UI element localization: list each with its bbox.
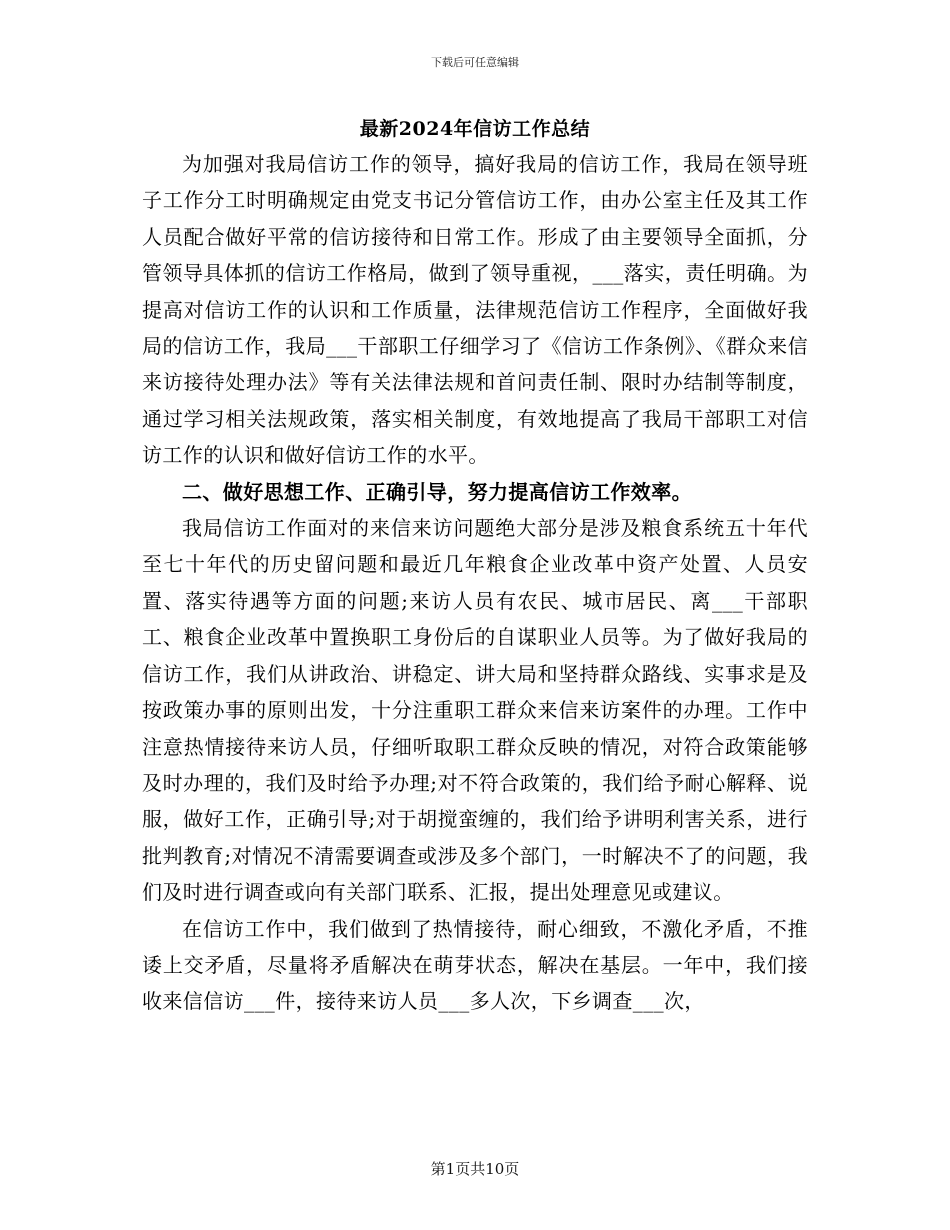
document-title: 最新2024年信访工作总结 (359, 118, 591, 140)
document-body (142, 146, 808, 1020)
paragraph-petition-results: 在信访工作中，我们做到了热情接待，耐心细致，不激化矛盾，不推诿上交矛盾，尽量将矛盾解决在萌芽状态，解决在基层。一年中，我们接收来信信访___件，接待来访人员___多人次，下乡调查___次， (142, 916, 808, 1014)
section-heading-2: 二、做好思想工作、正确引导，努力提高信访工作效率。 (182, 479, 692, 504)
paragraph-intro: 为加强对我局信访工作的领导，搞好我局的信访工作，我局在领导班子工作分工时明确规定由党支书记分管信访工作，由办公室主任及其工作人员配合做好平常的信访接待和日常工作。形成了由主要领导全面抓，分管领导具体抓的信访工作格局，做到了领导重视，___落实，责任明确。为提高对信访工作的认识和工作质量，法律规范信访工作程序，全面做好我局的信访工作，我局___干部职工仔细学习了《信访工作条例》、《群众来信来访接待处理办法》等有关法律法规和首问责任制、限时办结制等制度，通过学习相关法规政策，落实相关制度，有效地提高了我局干部职工对信访工作的认识和做好信访工作的水平。 (142, 152, 808, 468)
paragraph-petition-issues: 我局信访工作面对的来信来访问题绝大部分是涉及粮食系统五十年代至七十年代的历史留问题和最近几年粮食企业改革中资产处置、人员安置、落实待遇等方面的问题;来访人员有农民、城市居民、离___干部职工、粮食企业改革中置换职工身份后的自谋职业人员等。为了做好我局的信访工作，我们从讲政治、讲稳定、讲大局和坚持群众路线、实事求是及按政策办事的原则出发，十分注重职工群众来信来访案件的办理。工作中注意热情接待来访人员，仔细听取职工群众反映的情况，对符合政策能够及时办理的，我们及时给予办理;对不符合政策的，我们给予耐心解释、说服，做好工作，正确引导;对于胡搅蛮缠的，我们给予讲明利害关系，进行批判教育;对情况不清需要调查或涉及多个部门，一时解决不了的问题，我们及时进行调查或向有关部门联系、汇报，提出处理意见或建议。 (142, 516, 808, 905)
page-footer: 第1页共10页 (430, 1160, 520, 1178)
header-note: 下载后可任意编辑 (431, 56, 519, 69)
